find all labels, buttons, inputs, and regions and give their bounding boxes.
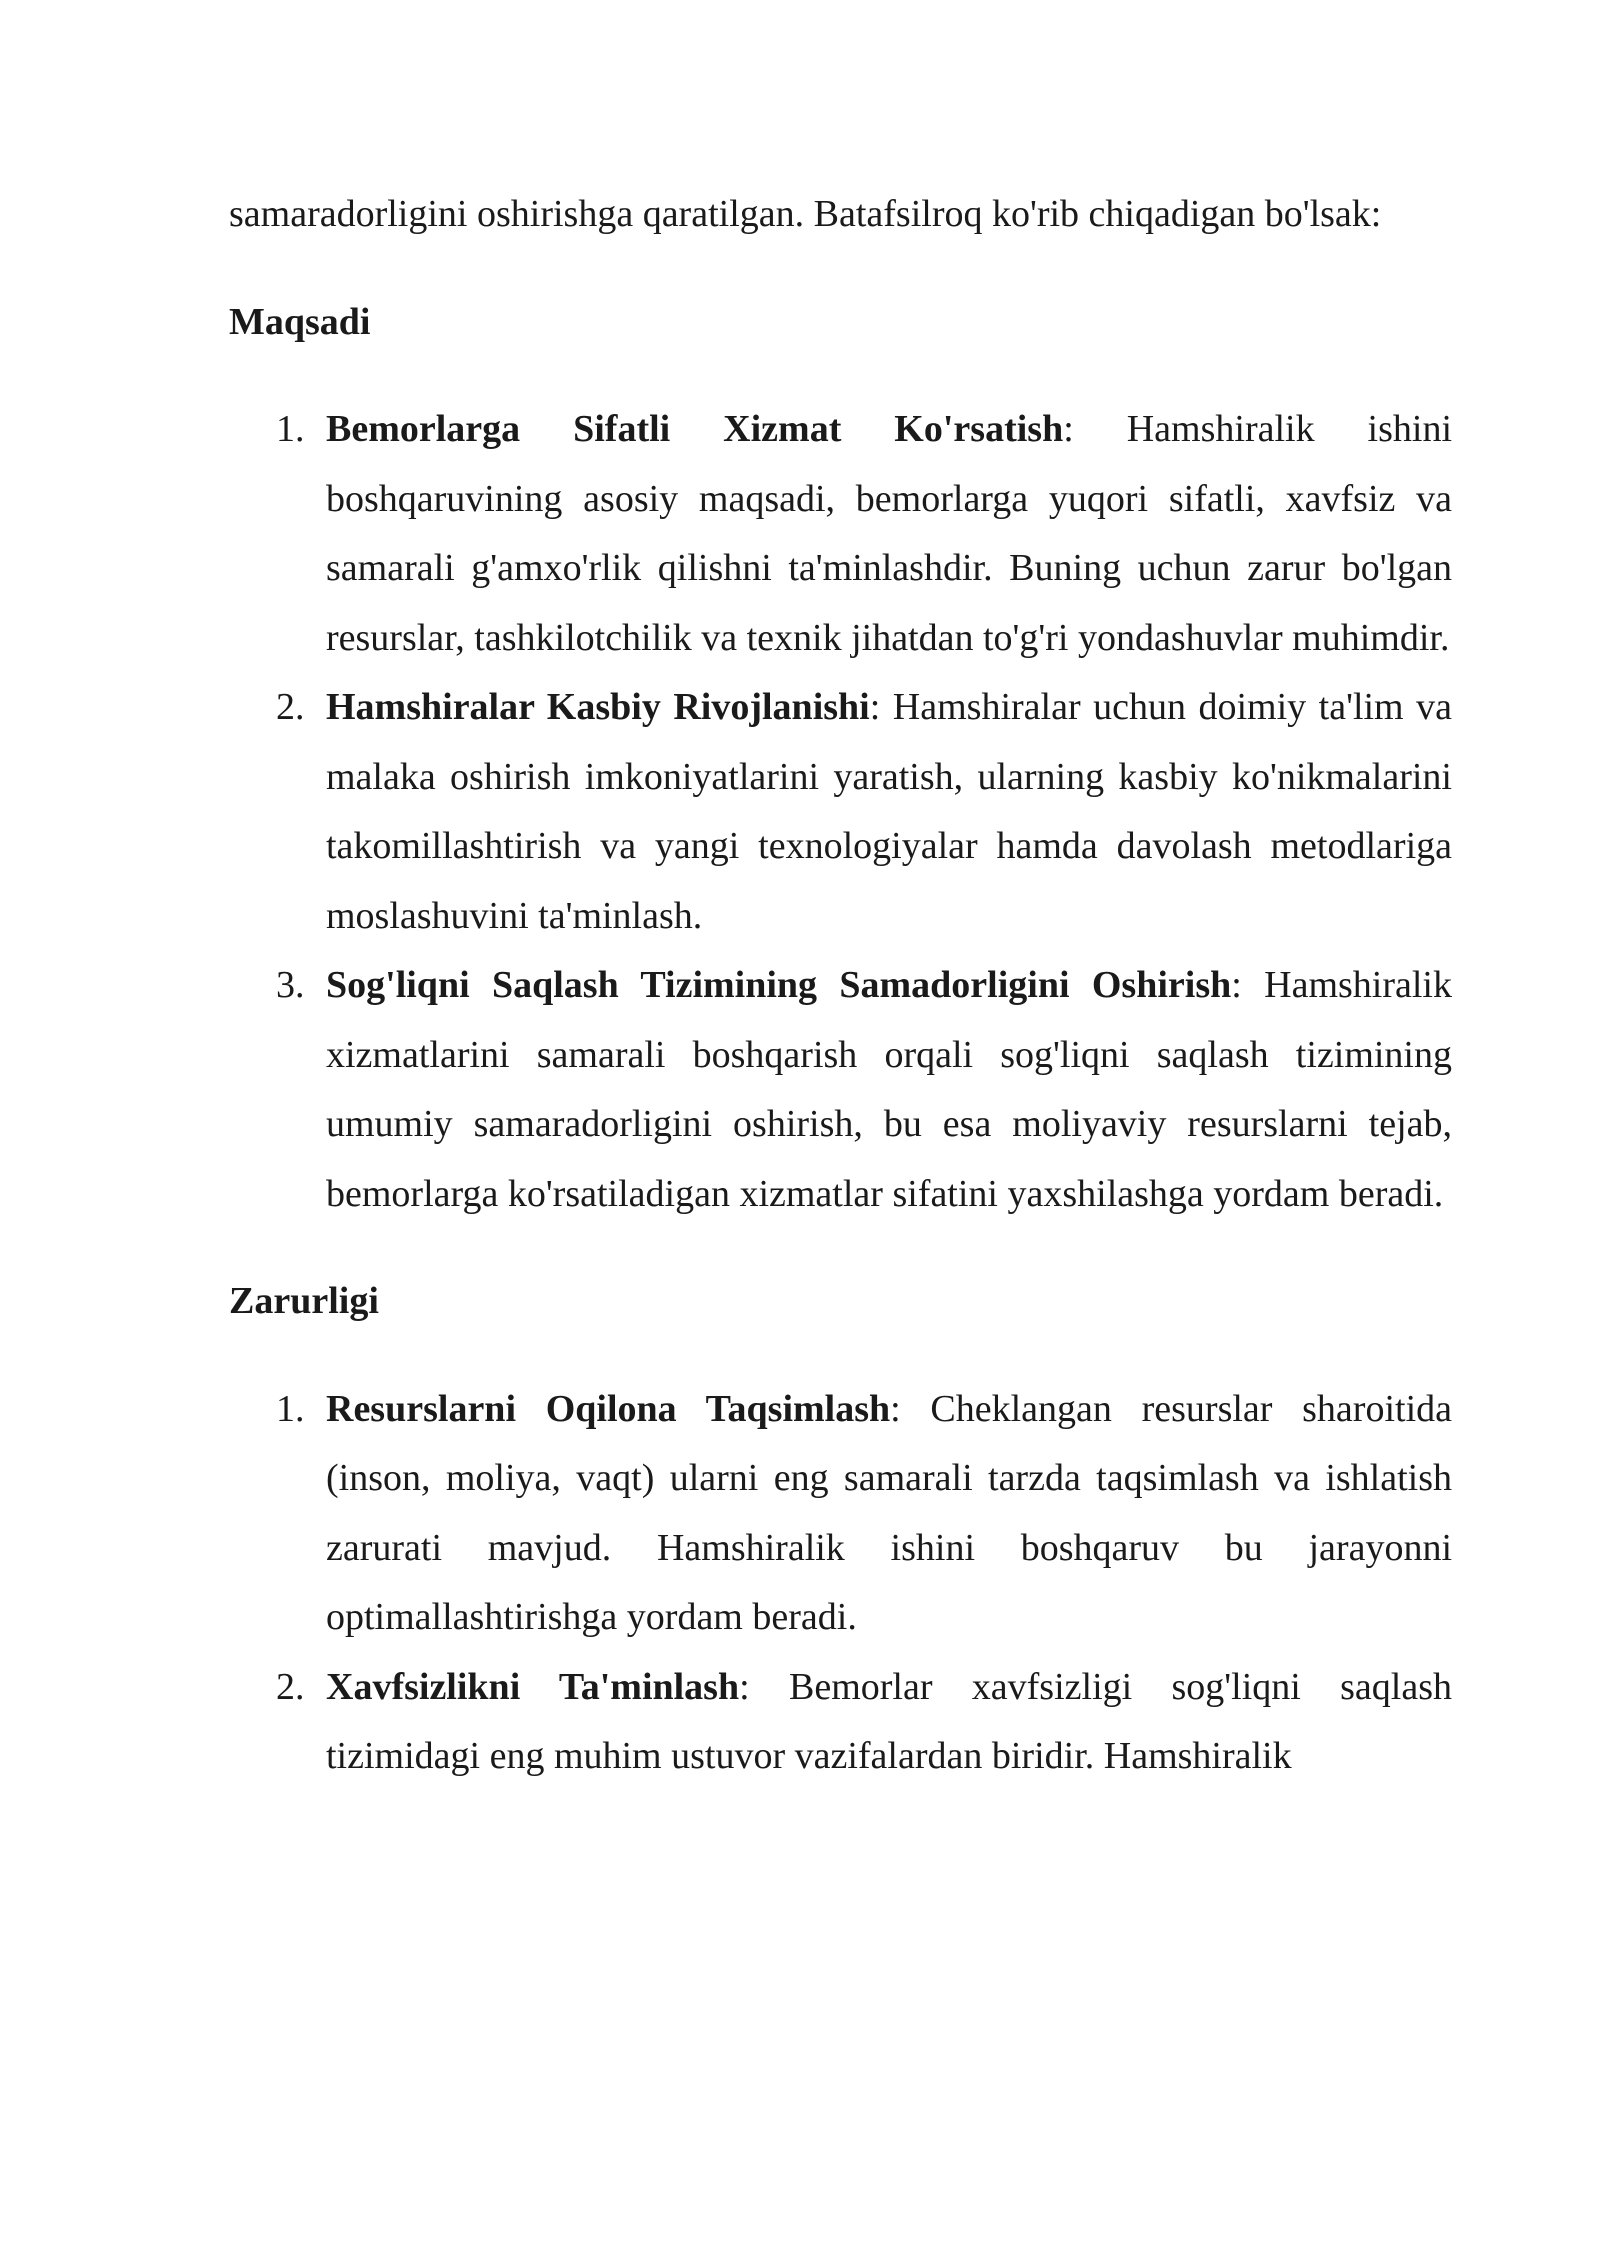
- list-item-number: 3.: [276, 964, 305, 1006]
- numbered-list-zarurligi: [229, 1375, 1452, 1792]
- list-item-term: Bemorlarga Sifatli Xizmat Ko'rsatish: [326, 408, 1064, 450]
- list-item-term: Sog'liqni Saqlash Tizimining Samadorligini Oshirish: [326, 964, 1232, 1006]
- list-item: [229, 1375, 1452, 1653]
- list-item: [229, 951, 1452, 1229]
- list-item-separator: :: [869, 686, 881, 728]
- numbered-list-maqsadi: [229, 395, 1452, 1229]
- list-item-text: Hamshiralik ishini boshqaruvining asosiy maqsadi, bemorlarga yuqori sifatli, xavfsiz va samarali g'amxo'rlik qilishni ta'minlashdir. Buning uchun zarur bo'lgan resurslar, tashkilotchilik va texnik jihatdan to'g'ri yondashuvlar muhimdir.: [326, 408, 1452, 659]
- list-item-text: Hamshiralik xizmatlarini samarali boshqarish orqali sog'liqni saqlash tizimining umumiy samaradorligini oshirish, bu esa moliyaviy resurslarni tejab, bemorlarga ko'rsatiladigan xizmatlar sifatini yaxshilashga yordam beradi.: [326, 964, 1452, 1215]
- list-item-term: Xavfsizlikni Ta'minlash: [326, 1665, 740, 1708]
- list-item-separator: :: [1231, 964, 1242, 1006]
- list-item-term: Resurslarni Oqilona Taqsimlash: [326, 1387, 891, 1430]
- list-item-number: 2.: [276, 686, 305, 728]
- list-item-separator: :: [1063, 408, 1074, 450]
- intro-paragraph: samaradorligini oshirishga qaratilgan. Batafsilroq ko'rib chiqadigan bo'lsak:: [229, 193, 1382, 235]
- list-item: [229, 673, 1452, 951]
- list-item-separator: :: [890, 1387, 901, 1430]
- list-item-text: Cheklangan resurslar sharoitida (inson, moliya, vaqt) ularni eng samarali tarzda taqsimlash va ishlatish zarurati mavjud. Hamshiralik ishini boshqaruv bu jarayonni optimallashtirishga yordam beradi.: [326, 1387, 1452, 1638]
- document-page: [229, 180, 1452, 1792]
- list-item-text: Hamshiralar uchun doimiy ta'lim va malaka oshirish imkoniyatlarini yaratish, ularning kasbiy ko'nikmalarini takomillashtirish va yangi texnologiyalar hamda davolash metodlariga moslashuvini ta'minlash.: [326, 686, 1452, 937]
- list-item-number: 1.: [276, 408, 305, 450]
- list-item-term: Hamshiralar Kasbiy Rivojlanishi: [326, 686, 870, 728]
- list-item: [229, 1653, 1452, 1792]
- list-item: [229, 395, 1452, 673]
- list-item-text: Bemorlar xavfsizligi sog'liqni saqlash tizimidagi eng muhim ustuvor vazifalardan biridir. Hamshiralik: [326, 1665, 1452, 1777]
- list-item-separator: :: [739, 1665, 750, 1708]
- section-heading-maqsadi: Maqsadi: [229, 300, 371, 343]
- list-item-number: 1.: [276, 1387, 305, 1430]
- list-item-number: 2.: [276, 1665, 305, 1708]
- section-heading-zarurligi: Zarurligi: [229, 1280, 379, 1322]
